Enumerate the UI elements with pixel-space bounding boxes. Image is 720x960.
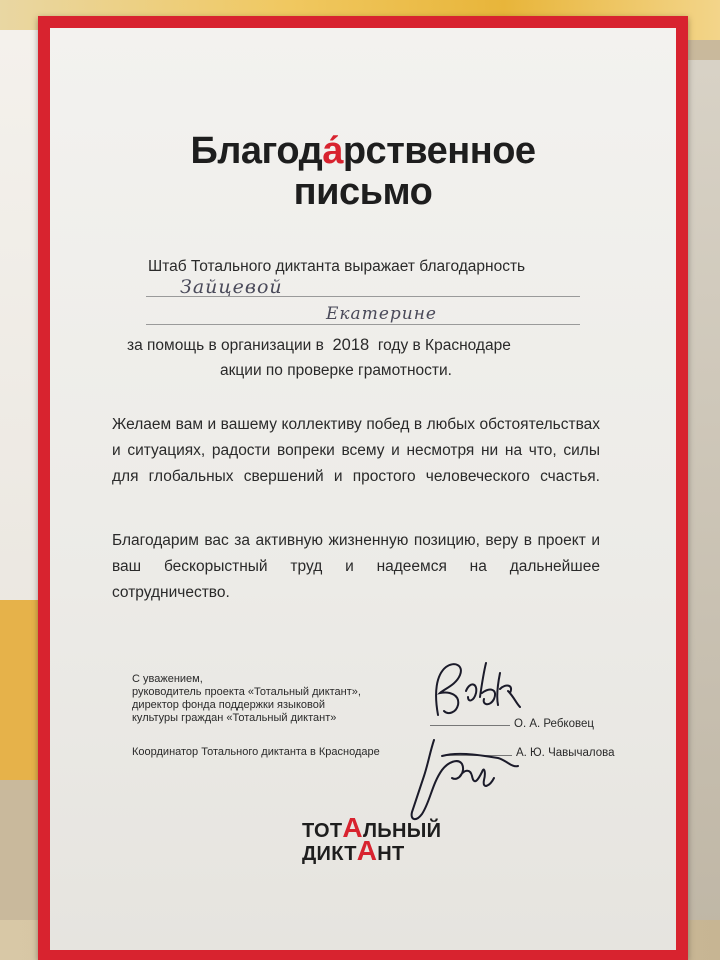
sign-block-line3: директор фонда поддержки языковой — [132, 699, 325, 711]
coordinator-label: Координатор Тотального диктанта в Краснодаре — [132, 746, 380, 758]
signer2-name: А. Ю. Чавычалова — [516, 747, 615, 759]
recipient-name-line — [146, 324, 580, 325]
total-dictation-logo — [302, 812, 442, 866]
sign-block-line1: С уважением, — [132, 673, 203, 685]
sign-block-line4: культуры граждан «Тотальный диктант» — [132, 712, 337, 724]
logo-line2 — [302, 835, 441, 866]
paragraph-wishes: Желаем вам и вашему коллективу побед в любых обстоятельствах и ситуациях, радости вопреки всему и несмотря ни на что, силы для глобальных свершений и простого человеческого счастья. — [112, 416, 600, 485]
help-line-continued: акции по проверке грамотности. — [220, 362, 452, 379]
recipient-name-handwritten: Екатерине — [326, 304, 437, 324]
paragraph-thanks: Благодарим вас за активную жизненную позицию, веру в проект и ваш бескорыстный труд и надеемся на дальнейшее сотрудничество. — [112, 532, 600, 601]
year-value: 2018 — [332, 336, 370, 354]
logo-line2-b: НТ — [377, 843, 405, 865]
help-line — [127, 337, 511, 354]
intro-line: Штаб Тотального диктанта выражает благодарность — [148, 258, 526, 275]
certificate-sheet — [50, 28, 676, 950]
logo-line2-a: ДИКТ — [302, 843, 357, 865]
logo-line1-a: ТОТ — [302, 820, 343, 842]
letter-title-line1 — [50, 132, 676, 170]
sign-block-line2: руководитель проекта «Тотальный диктант», — [132, 686, 361, 698]
logo-line1-accent: А — [342, 812, 363, 843]
help-line-part-b: году в Краснодаре — [377, 337, 511, 354]
help-line-part-a: за помощь в организации в — [127, 337, 324, 354]
title-part1: Благод — [190, 130, 323, 172]
letter-title-line2: письмо — [293, 171, 433, 213]
title-accent-letter: а́ — [322, 130, 343, 172]
signature-rebkovets — [420, 653, 530, 733]
recipient-surname-handwritten: Зайцевой — [180, 276, 283, 298]
title-part2: рственное — [342, 130, 536, 172]
signer1-name: О. А. Ребковец — [514, 718, 594, 730]
recipient-surname-line — [146, 296, 580, 297]
logo-line1-b: ЛЬНЫЙ — [362, 820, 442, 842]
logo-line2-accent: А — [356, 835, 378, 866]
